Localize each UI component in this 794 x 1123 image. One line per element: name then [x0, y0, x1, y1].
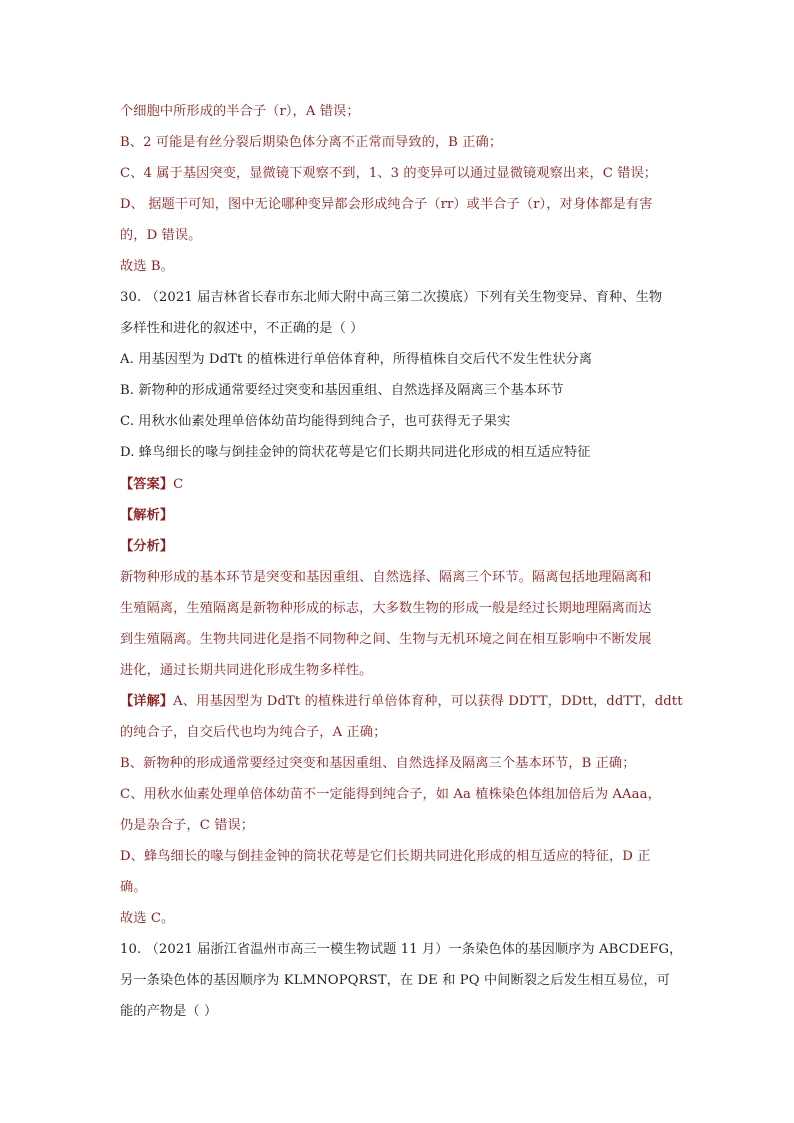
text-line: 到生殖隔离。生物共同进化是指不同物种之间、生物与无机环境之间在相互影响中不断发展: [120, 632, 652, 647]
question-stem: 另一条染色体的基因顺序为 KLMNOPQRST，在 DE 和 PQ 中间断裂之后发生相互易位，可: [120, 973, 670, 988]
detail-tag: 【详解】: [120, 694, 174, 709]
text-line: D、蜂鸟细长的喙与倒挂金钟的筒状花萼是它们长期共同进化形成的相互适应的特征，D 正: [120, 849, 651, 864]
analysis-tag: 【解析】: [120, 508, 174, 523]
text-line: 新物种形成的基本环节是突变和基因重组、自然选择、隔离三个环节。隔离包括地理隔离和: [120, 570, 652, 585]
text-line: 的，D 错误。: [120, 228, 202, 243]
text-line: 进化，通过长期共同进化形成生物多样性。: [120, 663, 373, 678]
option-c: C. 用秋水仙素处理单倍体幼苗均能得到纯合子，也可获得无子果实: [120, 414, 511, 429]
question-stem: 30. （2021 届吉林省长春市东北师大附中高三第二次摸底）下列有关生物变异、育种、生物: [120, 290, 663, 305]
text-line: 个细胞中所形成的半合子（r），A 错误；: [120, 104, 360, 119]
answer-tag: 【答案】: [120, 477, 174, 492]
text-line: 确。: [120, 880, 147, 895]
text-line: B、2 可能是有丝分裂后期染色体分离不正常而导致的，B 正确；: [120, 135, 503, 150]
text-line: 的纯合子，自交后代也均为纯合子，A 正确；: [120, 725, 387, 740]
text-line: 仍是杂合子，C 错误；: [120, 818, 255, 833]
text-line: D、 据题干可知，图中无论哪种变异都会形成纯合子（rr）或半合子（r），对身体都是有害: [120, 197, 653, 212]
text-line: B、新物种的形成通常要经过突变和基因重组、自然选择及隔离三个基本环节，B 正确；: [120, 756, 636, 771]
fenxi-tag: 【分析】: [120, 539, 174, 554]
option-b: B. 新物种的形成通常要经过突变和基因重组、自然选择及隔离三个基本环节: [120, 383, 564, 398]
analysis-subheading: [120, 538, 680, 556]
option-d: D. 蜂鸟细长的喙与倒挂金钟的筒状花萼是它们长期共同进化形成的相互适应特征: [120, 445, 591, 460]
question-stem: 10. （2021 届浙江省温州市高三一模生物试题 11 月）一条染色体的基因顺序为 ABCDEFG，: [120, 942, 683, 957]
question-stem: 多样性和进化的叙述中，不正确的是（ ）: [120, 321, 364, 336]
text-line: C、用秋水仙素处理单倍体幼苗不一定能得到纯合子，如 Aa 植株染色体组加倍后为 AAaa，: [120, 787, 661, 802]
text-line: 生殖隔离，生殖隔离是新物种形成的标志，大多数生物的形成一般是经过长期地理隔离而达: [120, 601, 652, 616]
option-a: A. 用基因型为 DdTt 的植株进行单倍体育种，所得植株自交后代不发生性状分离: [120, 352, 593, 367]
detail-line: 【详解】A、用基因型为 DdTt 的植株进行单倍体育种，可以获得 DDTT，DDtt，ddTT，ddtt: [120, 694, 683, 709]
text-line: 故选 C。: [120, 911, 175, 926]
text-line: C、4 属于基因突变，显微镜下观察不到，1、3 的变异可以通过显微镜观察出来，C 错误；: [120, 166, 658, 181]
text-line: 故选 B。: [120, 259, 174, 274]
answer-line: 【答案】C: [120, 477, 184, 492]
question-stem: 能的产物是（ ）: [120, 1004, 218, 1019]
analysis-heading: [120, 507, 680, 525]
